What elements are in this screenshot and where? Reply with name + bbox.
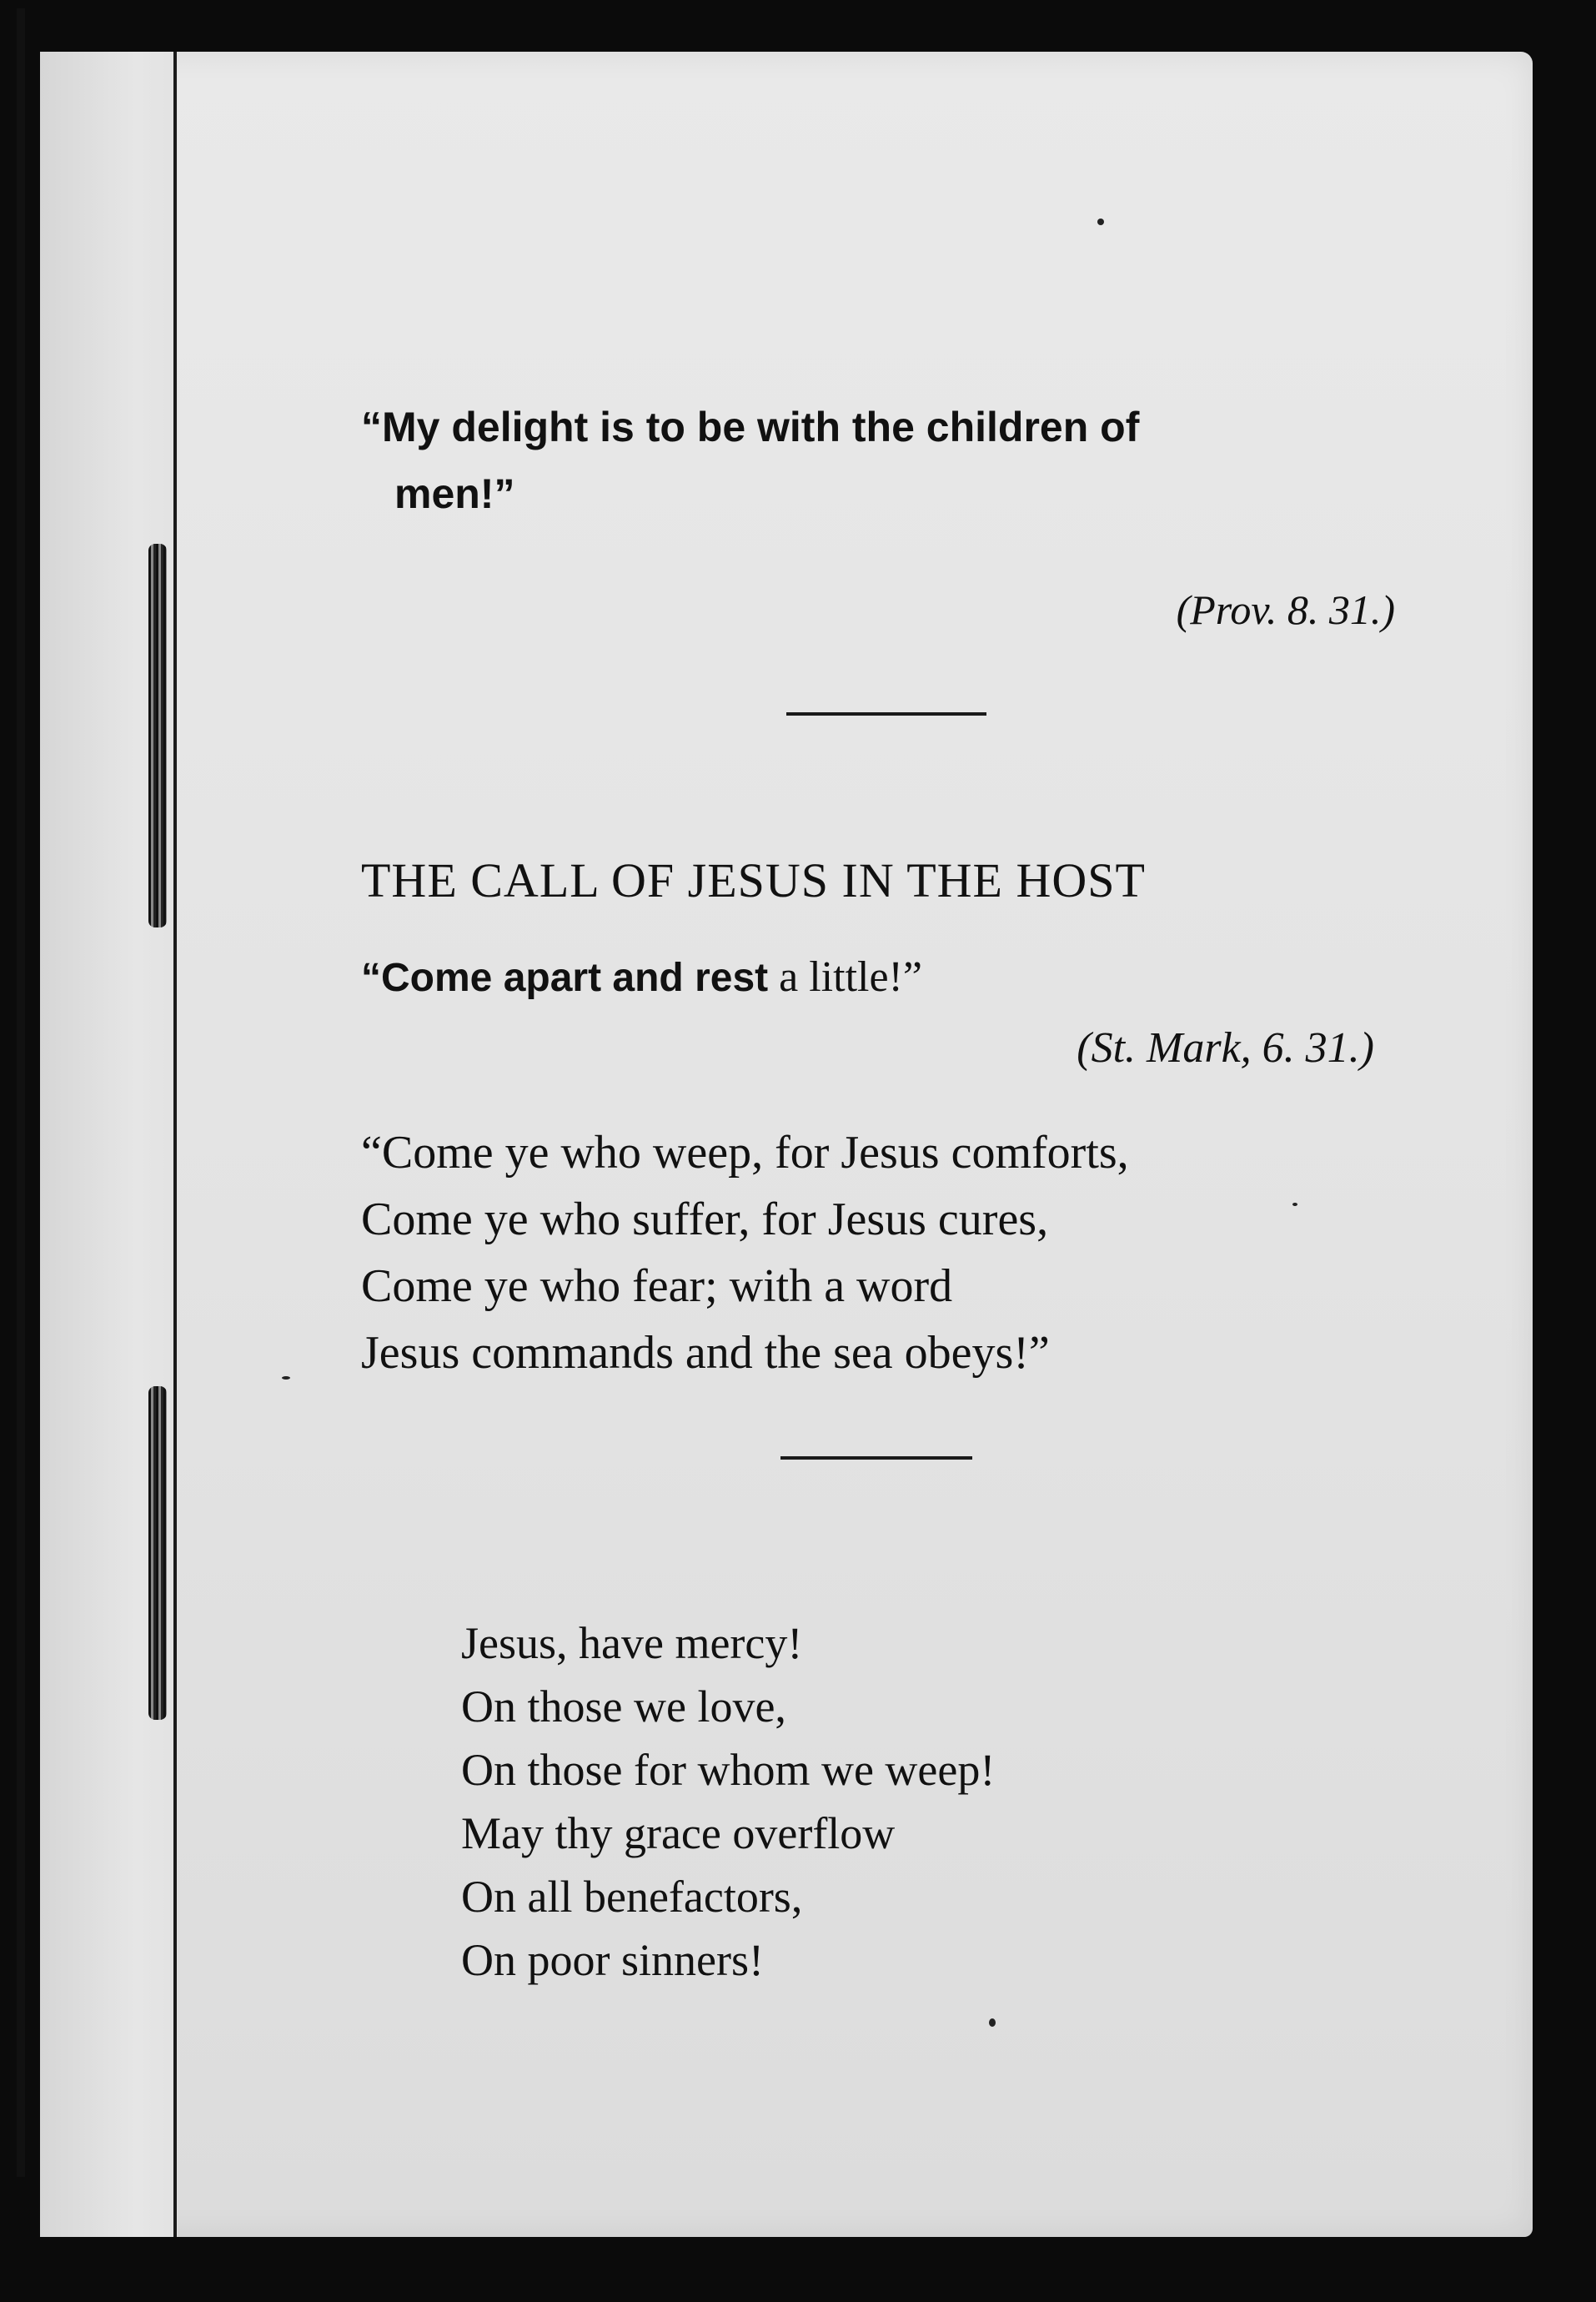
dust-speck: [282, 1376, 290, 1380]
section-divider-2: [780, 1456, 972, 1460]
prayer-line: On those we love,: [461, 1681, 786, 1732]
section-citation: (St. Mark, 6. 31.): [1077, 1024, 1374, 1072]
section-title: THE CALL OF JESUS IN THE HOST: [361, 853, 1146, 907]
prayer-line: On those for whom we weep!: [461, 1745, 996, 1795]
verse-line: Come ye who suffer, for Jesus cures,: [361, 1194, 1049, 1245]
prayer-line: On poor sinners!: [461, 1935, 764, 1985]
page-sheet: [40, 52, 1533, 2237]
epigraph-citation: (Prov. 8. 31.): [1176, 586, 1395, 633]
dust-speck: [1292, 1203, 1297, 1206]
verse-line: Come ye who fear; with a word: [361, 1260, 953, 1312]
section-quote-bold: “Come apart and rest: [361, 956, 769, 1000]
prayer-line: Jesus, have mercy!: [461, 1618, 803, 1668]
epigraph-line-2: men!”: [394, 470, 515, 517]
dust-speck: [1097, 219, 1104, 225]
section-quote: [361, 952, 1362, 1002]
staple-bottom: [148, 1386, 167, 1720]
staple-top: [148, 544, 167, 927]
epigraph-line-1: “My delight is to be with the children of: [361, 404, 1140, 450]
spine-line: [173, 52, 177, 2237]
prayer-block: [461, 1611, 1295, 1992]
binding-edge: [17, 8, 25, 2177]
prayer-line: On all benefactors,: [461, 1872, 803, 1922]
verse-block: [361, 1119, 1428, 1386]
inner-margin: [40, 52, 178, 2237]
prayer-line: May thy grace overflow: [461, 1808, 896, 1858]
section-quote-rest: a little!”: [768, 953, 922, 1001]
section-divider-1: [786, 712, 986, 716]
dust-speck: [989, 2018, 996, 2027]
epigraph-quote: [361, 394, 1403, 527]
verse-line: “Come ye who weep, for Jesus comforts,: [361, 1127, 1129, 1179]
verse-line: Jesus commands and the sea obeys!”: [361, 1327, 1050, 1379]
